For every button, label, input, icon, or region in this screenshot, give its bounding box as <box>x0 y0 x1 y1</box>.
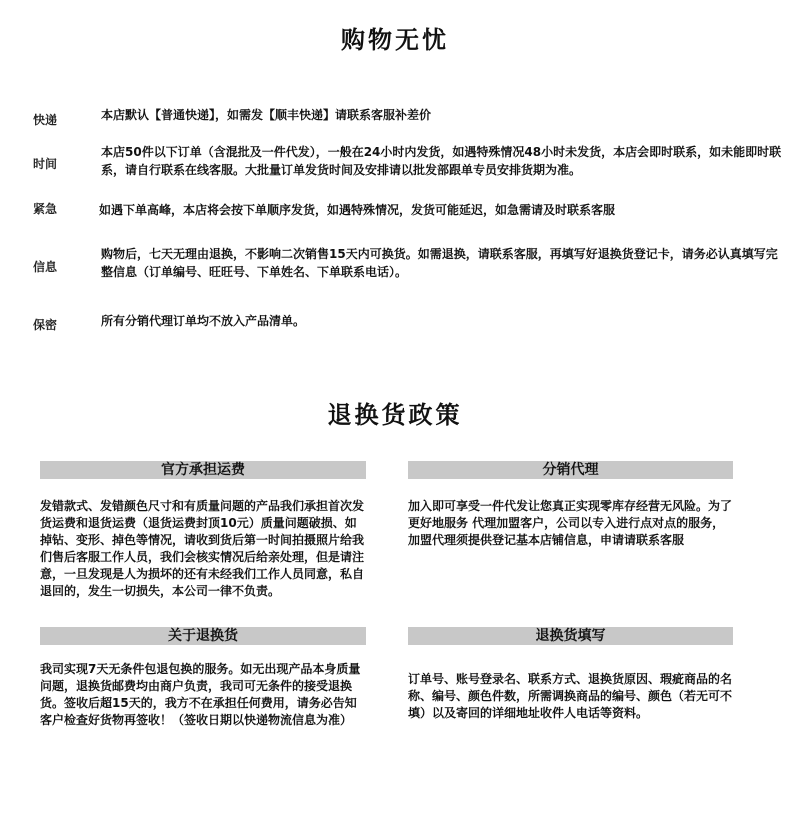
box-heading-return-form: 退换货填写 <box>408 627 733 645</box>
row-text-secrecy: 所有分销代理订单均不放入产品清单。 <box>101 314 306 328</box>
return-section-title: 退换货政策 <box>327 401 463 429</box>
row-text-urgent: 如遇下单高峰，本店将会按下单顺序发货，如遇特殊情况，发货可能延迟，如急需请及时联系客服 <box>99 203 616 217</box>
row-text-express: 本店默认【普通快递】，如需发【顺丰快递】请联系客服补差价 <box>101 108 432 122</box>
row-label-express: 快递 <box>33 113 58 127</box>
row-label-urgent: 紧急 <box>33 202 58 216</box>
row-label-secrecy: 保密 <box>33 318 58 332</box>
row-label-info: 信息 <box>33 260 58 274</box>
box-text-about-returns: 我司实现7天无条件包退包换的服务。如无出现产品本身质量问题，退换货邮费均由商户负责，我司可无条件的接受退换货。签收后超15天的，我方不在承担任何费用，请务必告知客户检查好货物再签收！（签收日期以快递物流信息为准） <box>40 662 361 727</box>
box-heading-about-returns: 关于退换货 <box>40 627 366 645</box>
row-text-time: 本店50件以下订单（含混批及一件代发），一般在24小时内发货，如遇特殊情况48小时未发货，本店会即时联系，如未能即时联系，请自行联系在线客服。大批量订单发货时间及安排请以批发部跟单专员安排货期为准。 <box>101 145 782 177</box>
row-text-info: 购物后，七天无理由退换，不影响二次销售15天内可换货。如需退换，请联系客服，再填写好退换货登记卡，请务必认真填写完整信息（订单编号、旺旺号、下单姓名、下单联系电话）。 <box>101 247 778 279</box>
box-text-distribution: 加入即可享受一件代发让您真正实现零库存经营无风险。为了更好地服务 代理加盟客户，公司以专入进行点对点的服务，加盟代理须提供登记基本店铺信息，申请请联系客服 <box>408 499 733 547</box>
box-heading-official-shipping: 官方承担运费 <box>40 461 366 479</box>
shipping-section-title: 购物无忧 <box>341 26 449 54</box>
box-text-official-shipping: 发错款式、发错颜色尺寸和有质量问题的产品我们承担首次发货运费和退货运费（退货运费封顶10元）质量问题破损、如掉钻、变形、掉色等情况，请收到货后第一时间拍摄照片给我们售后客服工作人员，我们会核实情况后给亲处理，但是请注意，一旦发现是人为损坏的还有未经我们工作人员同意，私自退回的，发生一切损失，本公司一律不负责。 <box>40 499 365 598</box>
box-heading-distribution: 分销代理 <box>408 461 733 479</box>
box-text-return-form: 订单号、账号登录名、联系方式、退换货原因、瑕疵商品的名称、编号、颜色件数，所需调换商品的编号、颜色（若无可不填）以及寄回的详细地址收件人电话等资料。 <box>408 672 733 720</box>
row-label-time: 时间 <box>33 157 58 171</box>
